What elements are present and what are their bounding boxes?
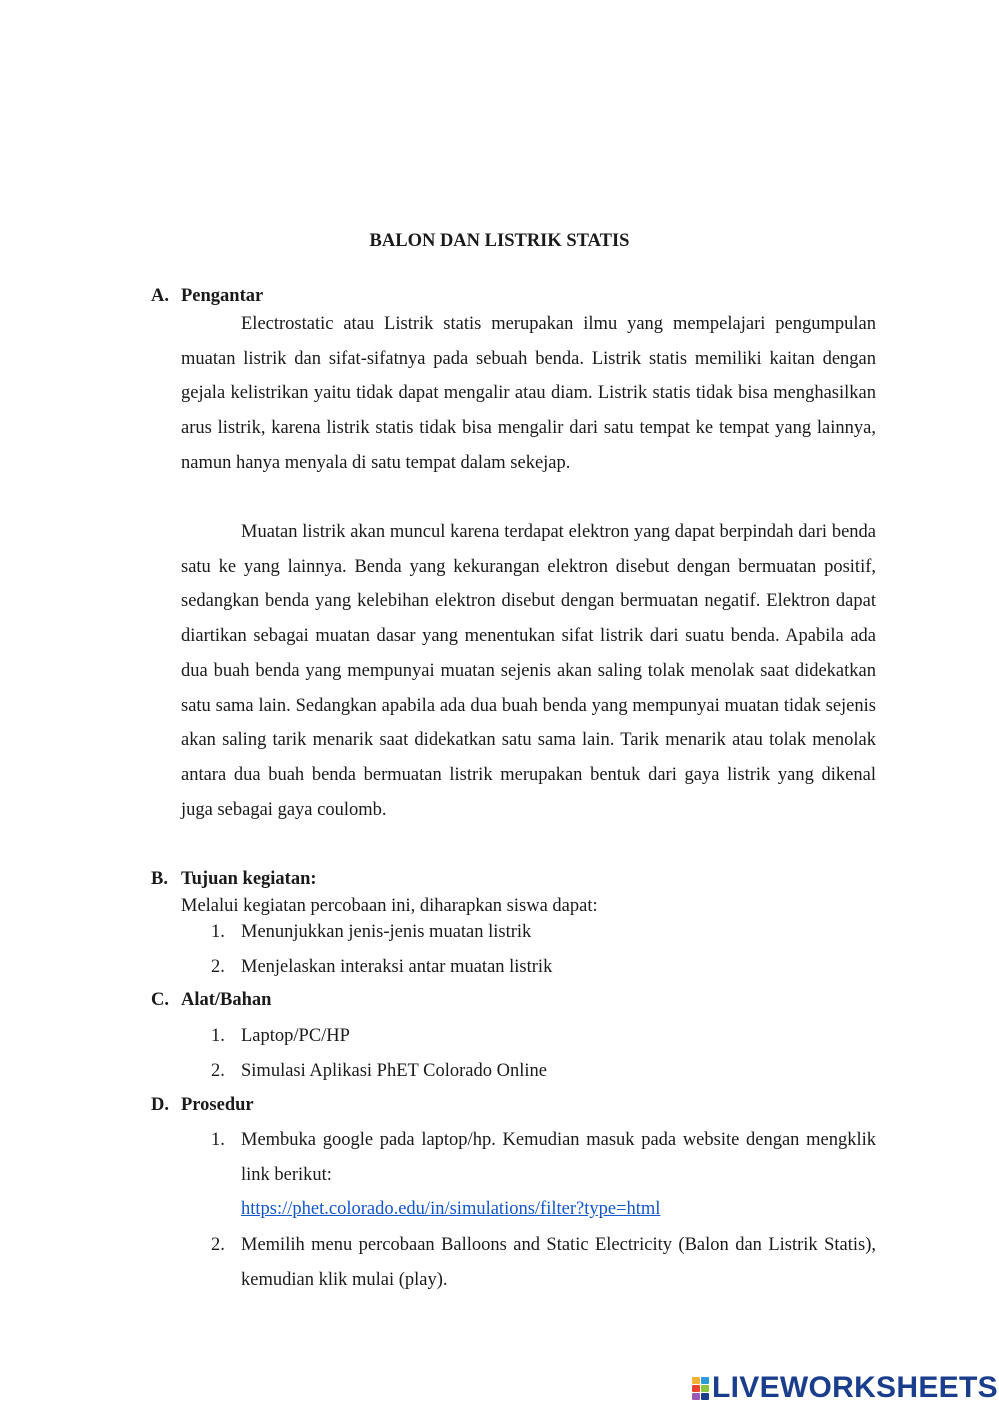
section-c-letter: C. bbox=[151, 990, 169, 1010]
section-c-heading bbox=[151, 990, 271, 1011]
procedure-text bbox=[241, 1123, 876, 1227]
section-d-letter: D. bbox=[151, 1095, 169, 1115]
section-c-title: Alat/Bahan bbox=[181, 990, 272, 1010]
section-b-title: Tujuan kegiatan: bbox=[181, 869, 317, 889]
section-d-title: Prosedur bbox=[181, 1095, 254, 1115]
procedure-number: 2. bbox=[211, 1235, 225, 1255]
section-d-heading bbox=[151, 1095, 254, 1116]
procedure-item bbox=[211, 1123, 876, 1227]
material-number: 2. bbox=[211, 1061, 225, 1081]
logo-tile bbox=[692, 1377, 700, 1384]
objective-number: 1. bbox=[211, 922, 225, 942]
objective-text: Menunjukkan jenis-jenis muatan listrik bbox=[241, 922, 532, 942]
liveworksheets-logo bbox=[692, 1372, 998, 1404]
objective-item bbox=[211, 915, 876, 950]
section-a-title: Pengantar bbox=[181, 286, 264, 306]
logo-tile bbox=[692, 1385, 700, 1392]
objective-number: 2. bbox=[211, 957, 225, 977]
logo-tile bbox=[701, 1385, 709, 1392]
procedure-step-1-text: Membuka google pada laptop/hp. Kemudian masuk pada website dengan mengklik link berikut: bbox=[241, 1130, 876, 1185]
procedure-item bbox=[211, 1228, 876, 1297]
section-b-letter: B. bbox=[151, 869, 168, 889]
objectives-intro: Melalui kegiatan percobaan ini, diharapkan siswa dapat: bbox=[181, 896, 598, 916]
section-a-letter: A. bbox=[151, 286, 169, 306]
material-item bbox=[211, 1019, 876, 1054]
intro-paragraph-2-text: Muatan listrik akan muncul karena terdapat elektron yang dapat berpindah dari benda satu ke yang lainnya. Benda yang kekurangan elektron disebut dengan bermuatan positif, sedangkan benda yang kelebihan elektron disebut dengan bermuatan negatif. Elektron dapat diartikan sebagai muatan dasar yang menentukan sifat listrik dari suatu benda. Apabila ada dua buah benda yang mempunyai muatan sejenis akan saling tolak menolak saat didekatkan satu sama lain. Sedangkan apabila ada dua buah benda yang mempunyai muatan tidak sejenis akan saling tarik menarik saat didekatkan satu sama lain. Tarik menarik atau tolak menolak antara dua buah benda bermuatan listrik merupakan bentuk dari gaya listrik yang dikenal juga sebagai gaya coulomb. bbox=[181, 522, 876, 820]
intro-paragraph-1-text: Electrostatic atau Listrik statis merupakan ilmu yang mempelajari pengumpulan muatan listrik dan sifat-sifatnya pada sebuah benda. Listrik statis memiliki kaitan dengan gejala kelistrikan yaitu tidak dapat mengalir atau diam. Listrik statis tidak bisa menghasilkan arus listrik, karena listrik statis tidak bisa mengalir dari satu tempat ke tempat yang lainnya, namun hanya menyala di satu tempat dalam sekejap. bbox=[181, 314, 876, 473]
phet-link[interactable]: https://phet.colorado.edu/in/simulations/filter?type=html bbox=[241, 1199, 661, 1220]
section-a-heading bbox=[151, 286, 263, 307]
logo-text: LIVEWORKSHEETS bbox=[712, 1371, 998, 1404]
procedure-number: 1. bbox=[211, 1130, 225, 1150]
material-item bbox=[211, 1054, 876, 1089]
material-number: 1. bbox=[211, 1026, 225, 1046]
logo-tile bbox=[701, 1377, 709, 1384]
logo-grid-icon bbox=[692, 1377, 709, 1399]
objective-text: Menjelaskan interaksi antar muatan listrik bbox=[241, 957, 553, 977]
logo-tile bbox=[701, 1393, 709, 1400]
procedure-text: Memilih menu percobaan Balloons and Static Electricity (Balon dan Listrik Statis), kemudian klik mulai (play). bbox=[241, 1235, 876, 1290]
objective-item bbox=[211, 950, 876, 985]
material-text: Laptop/PC/HP bbox=[241, 1026, 350, 1046]
intro-paragraph-1 bbox=[181, 307, 876, 481]
section-b-heading bbox=[151, 869, 317, 890]
logo-tile bbox=[692, 1393, 700, 1400]
page-title: BALON DAN LISTRIK STATIS bbox=[369, 231, 630, 251]
intro-paragraph-2 bbox=[181, 515, 876, 827]
material-text: Simulasi Aplikasi PhET Colorado Online bbox=[241, 1061, 547, 1081]
